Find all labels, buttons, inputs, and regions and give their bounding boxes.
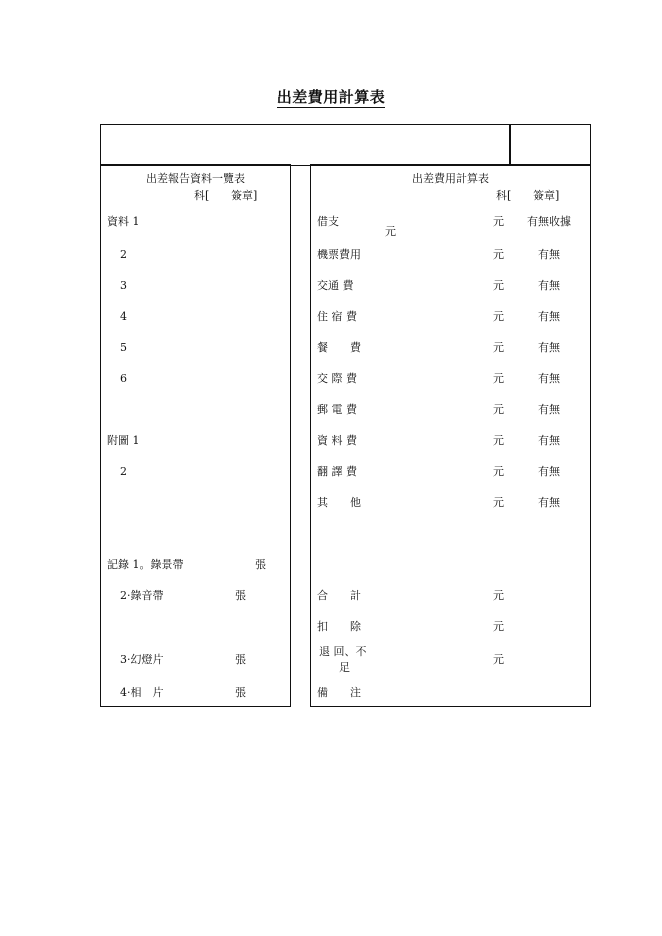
figure-label: 附圖 1 bbox=[107, 434, 140, 447]
refund-unit: 元 bbox=[493, 653, 504, 666]
data-item: 2 bbox=[120, 248, 127, 261]
page-title: 出差費用計算表 bbox=[276, 88, 386, 106]
expense-unit: 元 bbox=[493, 434, 504, 447]
expense-label: 交通 費 bbox=[317, 279, 354, 292]
advance-sub-unit: 元 bbox=[385, 225, 396, 238]
expense-status: 有無 bbox=[538, 403, 560, 416]
expense-unit: 元 bbox=[493, 465, 504, 478]
deduction-label: 扣 除 bbox=[317, 620, 361, 633]
expense-calc-heading: 出差費用計算表 bbox=[412, 172, 489, 185]
refund-label-line2: 足 bbox=[339, 661, 350, 674]
right-sign-label: 簽章] bbox=[533, 189, 560, 202]
expense-unit: 元 bbox=[493, 372, 504, 385]
data-item: 4 bbox=[120, 310, 127, 323]
expense-label: 交 際 費 bbox=[317, 372, 357, 385]
expense-label: 資 料 費 bbox=[317, 434, 357, 447]
record-label: 3·幻燈片 bbox=[120, 653, 164, 666]
record-unit: 張 bbox=[235, 653, 246, 666]
data-item: 6 bbox=[120, 372, 127, 385]
expense-status: 有無 bbox=[538, 496, 560, 509]
advance-status: 有無收據 bbox=[527, 215, 571, 228]
expense-status: 有無 bbox=[538, 310, 560, 323]
total-unit: 元 bbox=[493, 589, 504, 602]
advance-label: 借支 bbox=[317, 215, 339, 228]
expense-unit: 元 bbox=[493, 279, 504, 292]
report-list-heading: 出差報告資料一覽表 bbox=[146, 172, 245, 185]
expense-unit: 元 bbox=[493, 341, 504, 354]
expense-label: 郵 電 費 bbox=[317, 403, 357, 416]
refund-label-line1: 退 回、不 bbox=[319, 645, 367, 658]
expense-label: 餐 費 bbox=[317, 341, 361, 354]
header-box bbox=[100, 124, 591, 166]
expense-status: 有無 bbox=[538, 372, 560, 385]
left-sign-label: 簽章] bbox=[231, 189, 258, 202]
record-unit: 張 bbox=[235, 686, 246, 699]
deduction-unit: 元 bbox=[493, 620, 504, 633]
expense-unit: 元 bbox=[493, 496, 504, 509]
remarks-label: 備 注 bbox=[317, 686, 361, 699]
record-unit: 張 bbox=[235, 589, 246, 602]
record-label: 記錄 1。錄景帶 bbox=[107, 558, 184, 571]
expense-label: 翻 譯 費 bbox=[317, 465, 357, 478]
record-label: 2·錄音帶 bbox=[120, 589, 164, 602]
advance-unit: 元 bbox=[493, 215, 504, 228]
expense-status: 有無 bbox=[538, 341, 560, 354]
expense-status: 有無 bbox=[538, 248, 560, 261]
total-label: 合 計 bbox=[317, 589, 361, 602]
expense-unit: 元 bbox=[493, 310, 504, 323]
expense-unit: 元 bbox=[493, 248, 504, 261]
expense-status: 有無 bbox=[538, 434, 560, 447]
data-item: 5 bbox=[120, 341, 127, 354]
expense-status: 有無 bbox=[538, 465, 560, 478]
expense-label: 其 他 bbox=[317, 496, 361, 509]
header-divider bbox=[509, 124, 511, 166]
expense-label: 機票費用 bbox=[317, 248, 361, 261]
left-dept-label: 科[ bbox=[194, 189, 210, 202]
data-item: 3 bbox=[120, 279, 127, 292]
record-label: 4·相 片 bbox=[120, 686, 164, 699]
expense-unit: 元 bbox=[493, 403, 504, 416]
data-label: 資料 1 bbox=[107, 215, 140, 228]
right-dept-label: 科[ bbox=[496, 189, 512, 202]
figure-item: 2 bbox=[120, 465, 127, 478]
record-unit: 張 bbox=[255, 558, 266, 571]
expense-status: 有無 bbox=[538, 279, 560, 292]
expense-label: 住 宿 費 bbox=[317, 310, 357, 323]
